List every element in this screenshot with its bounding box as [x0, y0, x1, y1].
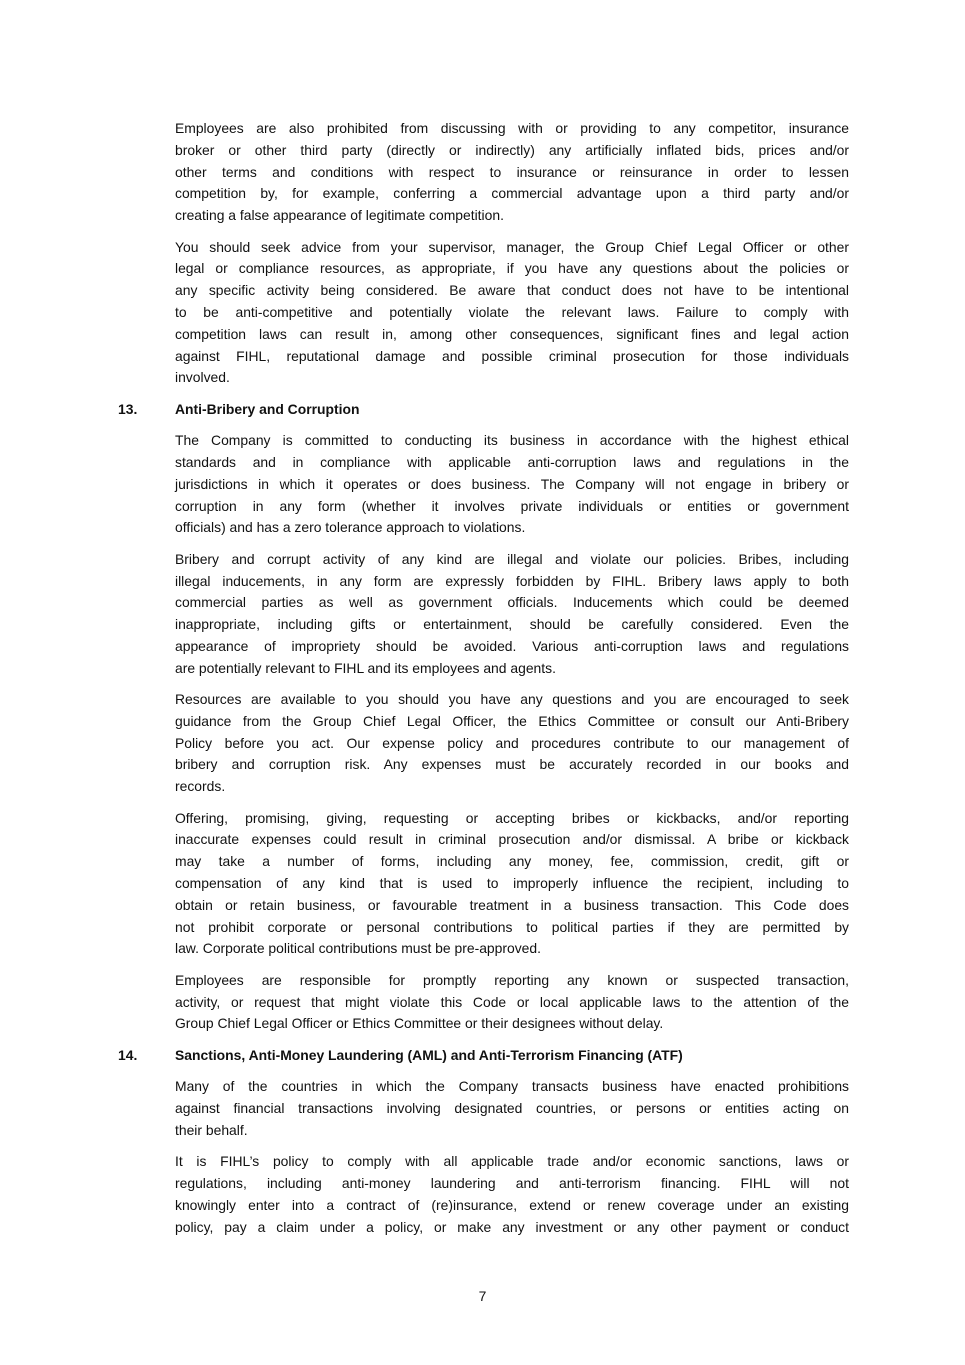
text-line: standards and in compliance with applicable anti-corruption laws and regulations in the	[175, 453, 849, 470]
section-number: 14.	[118, 1046, 138, 1063]
section-number: 13.	[118, 400, 138, 417]
paragraph	[175, 430, 849, 539]
text-line: creating a false appearance of legitimate competition.	[175, 207, 504, 224]
text-line: any specific activity being considered. Be aware that conduct does not have to be intentional	[175, 282, 849, 299]
text-line: The Company is committed to conducting its business in accordance with the highest ethical	[175, 432, 849, 449]
text-line: law. Corporate political contributions must be pre-approved.	[175, 940, 541, 957]
text-line: compensation of any kind that is used to improperly influence the recipient, including to	[175, 875, 849, 892]
paragraph	[175, 237, 849, 390]
text-line: Bribery and corrupt activity of any kind are illegal and violate our policies. Bribes, including	[175, 550, 849, 567]
text-line: illegal inducements, in any form are expressly forbidden by FIHL. Bribery laws apply to both	[175, 572, 849, 589]
text-line: their behalf.	[175, 1121, 248, 1138]
text-line: corruption in any form (whether it involves private individuals or entities or government	[175, 497, 849, 514]
text-line: guidance from the Group Chief Legal Officer, the Ethics Committee or consult our Anti-Bribery	[175, 712, 849, 729]
text-line: It is FIHL’s policy to comply with all applicable trade and/or economic sanctions, laws or	[175, 1153, 849, 1170]
text-line: Group Chief Legal Officer or Ethics Committee or their designees without delay.	[175, 1015, 664, 1032]
text-line: inaccurate expenses could result in criminal prosecution and/or dismissal. A bribe or kickback	[175, 831, 849, 848]
text-line: appearance of impropriety should be avoided. Various anti-corruption laws and regulations	[175, 637, 849, 654]
text-line: not prohibit corporate or personal contributions to political parties if they are permitted by	[175, 918, 849, 935]
paragraph	[175, 549, 849, 680]
text-line: are potentially relevant to FIHL and its employees and agents.	[175, 659, 556, 676]
text-line: inappropriate, including gifts or entertainment, should be carefully considered. Even the	[175, 616, 849, 633]
text-line: regulations, including anti-money laundering and anti-terrorism financing. FIHL will not	[175, 1175, 849, 1191]
text-line: Policy before you act. Our expense policy and procedures contribute to our management of	[175, 734, 849, 751]
text-line: knowingly enter into a contract of (re)insurance, extend or renew coverage under an existing	[175, 1196, 849, 1213]
text-line: Employees are also prohibited from discussing with or providing to any competitor, insurance	[175, 120, 849, 136]
section-title: Anti-Bribery and Corruption	[175, 400, 360, 417]
text-line: Many of the countries in which the Company transacts business have enacted prohibitions	[175, 1078, 849, 1095]
text-line: broker or other third party (directly or indirectly) any artificially inflated bids, prices and/or	[175, 141, 849, 158]
text-line: involved.	[175, 369, 230, 386]
text-line: against financial transactions involving designated countries, or persons or entities acting on	[175, 1100, 849, 1117]
section-heading	[118, 1045, 849, 1067]
document-body	[118, 118, 849, 1248]
text-line: competition by, for example, conferring a commercial advantage upon a third party and/or	[175, 185, 849, 202]
text-line: Employees are responsible for promptly reporting any known or suspected transaction,	[175, 971, 849, 988]
text-line: records.	[175, 778, 226, 795]
text-line: commercial parties as well as government officials. Inducements which could be deemed	[175, 594, 849, 611]
section-heading	[118, 399, 849, 421]
paragraph	[175, 689, 849, 798]
text-line: Offering, promising, giving, requesting or accepting bribes or kickbacks, and/or reporting	[175, 809, 849, 826]
text-line: competition laws can result in, among other consequences, significant fines and legal action	[175, 325, 849, 342]
paragraph	[175, 1076, 849, 1141]
page-number: 7	[478, 1288, 487, 1304]
text-line: You should seek advice from your supervisor, manager, the Group Chief Legal Officer or other	[175, 238, 849, 255]
text-line: policy, pay a claim under a policy, or make any investment or any other payment or conduct	[175, 1218, 849, 1235]
text-line: to be anti-competitive and potentially violate the relevant laws. Failure to comply with	[175, 303, 849, 320]
text-line: obtain or retain business, or favourable treatment in a business transaction. This Code does	[175, 896, 849, 913]
paragraph	[175, 808, 849, 961]
paragraph	[175, 970, 849, 1035]
paragraph	[175, 118, 849, 227]
text-line: officials) and has a zero tolerance approach to violations.	[175, 519, 526, 536]
section-title: Sanctions, Anti-Money Laundering (AML) and Anti-Terrorism Financing (ATF)	[175, 1046, 683, 1063]
text-line: against FIHL, reputational damage and possible criminal prosecution for those individuals	[175, 347, 849, 364]
text-line: legal or compliance resources, as appropriate, if you have any questions about the policies or	[175, 260, 849, 277]
text-line: bribery and corruption risk. Any expenses must be accurately recorded in our books and	[175, 756, 849, 773]
text-line: Resources are available to you should you have any questions and you are encouraged to seek	[175, 691, 849, 708]
text-line: activity, or request that might violate this Code or local applicable laws to the attention of the	[175, 993, 849, 1010]
text-line: may take a number of forms, including any money, fee, commission, credit, gift or	[175, 853, 849, 870]
text-line: other terms and conditions with respect to insurance or reinsurance in order to lessen	[175, 163, 849, 180]
text-line: jurisdictions in which it operates or does business. The Company will not engage in bribery or	[175, 475, 849, 492]
paragraph	[175, 1151, 849, 1238]
